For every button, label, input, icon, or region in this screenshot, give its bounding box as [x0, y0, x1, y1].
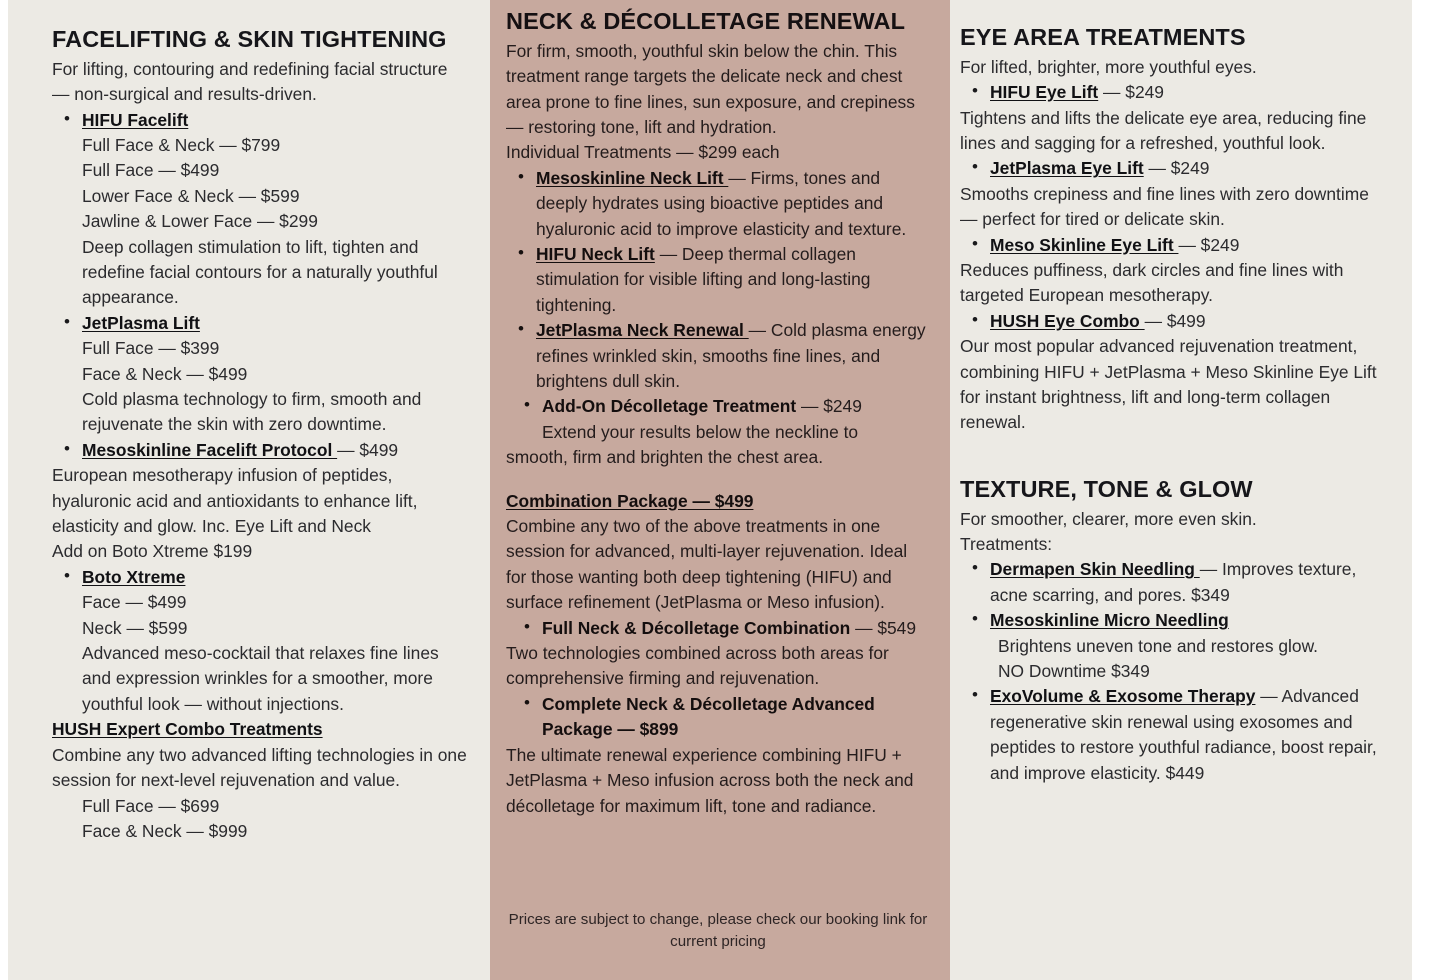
list-item-mesoskinline-micro-needling: [960, 608, 1382, 684]
price-line: Full Face — $399: [82, 338, 220, 359]
list-item-dermapen-skin-needling: [960, 557, 1382, 608]
price-line: Full Face — $499: [82, 160, 220, 181]
service-description: Cold plasma technology to firm, smooth and rejuvenate the skin with zero downtime.: [82, 389, 422, 435]
list-item-hifu-facelift: [52, 108, 468, 133]
list-item-mesoskinline-facelift-protocol: [52, 438, 468, 463]
meso-eye-description: Reduces puffiness, dark circles and fine lines with targeted European mesotherapy.: [960, 259, 1344, 306]
eye-intro: For lifted, brighter, more youthful eyes.: [960, 56, 1257, 77]
hush-eye-description: Our most popular advanced rejuvenation treatment, combining HIFU + JetPlasma + Meso Skinline Eye Lift for instant brightness, lift and long-term collagen renewal.: [960, 336, 1377, 433]
hifu-eye-description: Tightens and lifts the delicate eye area, reducing fine lines and sagging for a refreshed, youthful look.: [960, 107, 1367, 153]
combination-package-description: Combine any two of the above treatments in one session for advanced, multi-layer rejuvenation. Ideal for those wanting both deep tightening (HIFU) and surface refinement (JetPlasma or Meso infusion).: [506, 516, 908, 613]
list-item-hifu-neck-lift: [506, 242, 930, 318]
service-name: HIFU Eye Lift: [990, 82, 1099, 103]
price-line: Jawline & Lower Face — $299: [82, 211, 318, 232]
facelifting-item-list-3: [52, 438, 468, 463]
list-item-mesoskinline-neck-lift: [506, 166, 930, 242]
section-title-eye-area: EYE AREA TREATMENTS: [960, 24, 1246, 50]
price-line: Face — $499: [82, 592, 187, 613]
individual-treatments-line: Individual Treatments — $299 each: [506, 142, 780, 163]
service-price: — $549: [850, 617, 917, 638]
texture-item-list: [960, 557, 1382, 786]
spacer: [960, 436, 1382, 476]
price-line: Full Face — $699: [82, 795, 220, 816]
eye-item-list-4: [960, 309, 1382, 334]
column-eye-texture: [950, 0, 1412, 980]
service-name: Boto Xtreme: [82, 566, 186, 587]
service-price: — $499: [337, 439, 399, 460]
combination-item-list: [506, 616, 930, 641]
service-name: HIFU Neck Lift: [536, 243, 655, 264]
service-name: Meso Skinline Eye Lift: [990, 234, 1179, 255]
service-description: Advanced meso-cocktail that relaxes fine lines and expression wrinkles for a smoother, more youthful look — without injections.: [82, 643, 439, 714]
service-price: — $249: [796, 396, 862, 417]
spacer: [506, 471, 930, 489]
combination-package-heading: Combination Package — $499: [506, 490, 754, 511]
micro-needling-sub-line-2: NO Downtime $349: [998, 660, 1150, 681]
list-item-complete-neck-decolletage-advanced: [506, 692, 930, 743]
service-name: HUSH Eye Combo: [990, 310, 1145, 331]
service-price: — $249: [1178, 234, 1240, 255]
column-facelifting: [8, 0, 490, 980]
service-description: — Firms, tones and deeply hydrates using bioactive peptides and hyaluronic acid to improve elasticity and texture.: [536, 167, 907, 239]
service-name: Full Neck & Décolletage Combination: [542, 617, 851, 638]
price-line: Face & Neck — $999: [82, 820, 248, 841]
facelifting-item-list: [52, 108, 468, 133]
list-item-boto-xtreme: [52, 565, 468, 590]
addon-description-line1: Extend your results below the neckline to: [542, 421, 859, 442]
neck-intro: For firm, smooth, youthful skin below the chin. This treatment range targets the delicate neck and chest area prone to fine lines, sun exposure, and crepiness — restoring tone, lift and hydration.: [506, 40, 915, 137]
addon-description-line2: smooth, firm and brighten the chest area.: [506, 447, 824, 468]
list-item-addon-decolletage: [506, 394, 930, 419]
service-name: Mesoskinline Neck Lift: [536, 167, 729, 188]
section-title-facelifting: FACELIFTING & SKIN TIGHTENING: [52, 26, 447, 52]
service-description: — Improves texture, acne scarring, and pores. $349: [990, 559, 1357, 605]
service-name: JetPlasma Eye Lift: [990, 158, 1144, 179]
service-name: Mesoskinline Facelift Protocol: [82, 439, 338, 460]
service-description: — Deep thermal collagen stimulation for visible lifting and long-lasting tightening.: [536, 243, 871, 315]
neck-item-list: [506, 166, 930, 420]
service-name: ExoVolume & Exosome Therapy: [990, 686, 1256, 707]
service-name: Dermapen Skin Needling: [990, 559, 1200, 580]
hush-combo-heading: HUSH Expert Combo Treatments: [52, 719, 323, 740]
service-description: — Cold plasma energy refines wrinkled skin, smooths fine lines, and brightens dull skin.: [536, 320, 926, 391]
complete-package-description: The ultimate renewal experience combining HIFU + JetPlasma + Meso infusion across both the neck and décolletage for maximum lift, tone and radiance.: [506, 744, 914, 816]
list-item-hifu-eye-lift: [960, 80, 1382, 105]
jetplasma-eye-description: Smooths crepiness and fine lines with zero downtime — perfect for tired or delicate skin.: [960, 183, 1369, 230]
price-line: Lower Face & Neck — $599: [82, 185, 300, 206]
service-name: Mesoskinline Micro Needling: [990, 610, 1229, 631]
service-price: — $249: [1098, 82, 1164, 103]
eye-item-list: [960, 80, 1382, 105]
service-description: — Advanced regenerative skin renewal using exosomes and peptides to restore youthful radiance, boost repair, and improve elasticity. $449: [990, 686, 1377, 783]
list-item-jetplasma-lift: [52, 311, 468, 336]
eye-item-list-2: [960, 156, 1382, 181]
facelifting-intro: For lifting, contouring and redefining facial structure — non-surgical and results-driven.: [52, 58, 448, 105]
service-name: Complete Neck & Décolletage Advanced Package — $899: [542, 693, 875, 740]
facelifting-item-list-2: [52, 311, 468, 336]
treatments-label: Treatments:: [960, 533, 1053, 554]
eye-item-list-3: [960, 233, 1382, 258]
service-description: Deep collagen stimulation to lift, tighten and redefine facial contours for a naturally youthful appearance.: [82, 236, 438, 308]
pricing-disclaimer: Prices are subject to change, please check our booking link for current pricing: [508, 911, 928, 950]
section-title-texture-tone-glow: TEXTURE, TONE & GLOW: [960, 475, 1253, 502]
service-price: — $499: [1144, 310, 1206, 331]
price-line: Full Face & Neck — $799: [82, 134, 281, 155]
combination-item-list-2: [506, 692, 930, 743]
service-name: JetPlasma Lift: [82, 312, 200, 333]
list-item-jetplasma-eye-lift: [960, 156, 1382, 181]
service-name: HIFU Facelift: [82, 109, 189, 130]
price-line: Neck — $599: [82, 617, 188, 638]
column-neck-decolletage: [490, 0, 950, 980]
list-item-meso-skinline-eye-lift: [960, 233, 1382, 258]
micro-needling-sub-line-1: Brightens uneven tone and restores glow.: [998, 635, 1319, 656]
texture-intro: For smoother, clearer, more even skin.: [960, 508, 1257, 529]
service-price: — $249: [1143, 158, 1210, 179]
list-item-jetplasma-neck-renewal: [506, 318, 930, 394]
section-title-neck-decolletage: NECK & DÉCOLLETAGE RENEWAL: [506, 8, 906, 34]
hush-combo-description: Combine any two advanced lifting technologies in one session for next-level rejuvenation and value.: [52, 744, 467, 791]
service-name: JetPlasma Neck Renewal: [536, 320, 749, 341]
price-line: Face & Neck — $499: [82, 363, 248, 384]
mesoskinline-description: European mesotherapy infusion of peptides, hyaluronic acid and antioxidants to enhance lift, elasticity and glow. Inc. Eye Lift and Neck: [52, 465, 418, 537]
mesoskinline-addon: Add on Boto Xtreme $199: [52, 541, 253, 562]
service-name: Add-On Décolletage Treatment: [542, 396, 797, 417]
full-combo-description: Two technologies combined across both areas for comprehensive firming and rejuvenation.: [506, 643, 889, 689]
list-item-full-neck-decolletage-combination: [506, 616, 930, 641]
list-item-hush-eye-combo: [960, 309, 1382, 334]
facelifting-item-list-4: [52, 565, 468, 590]
list-item-exovolume-exosome-therapy: [960, 684, 1382, 786]
